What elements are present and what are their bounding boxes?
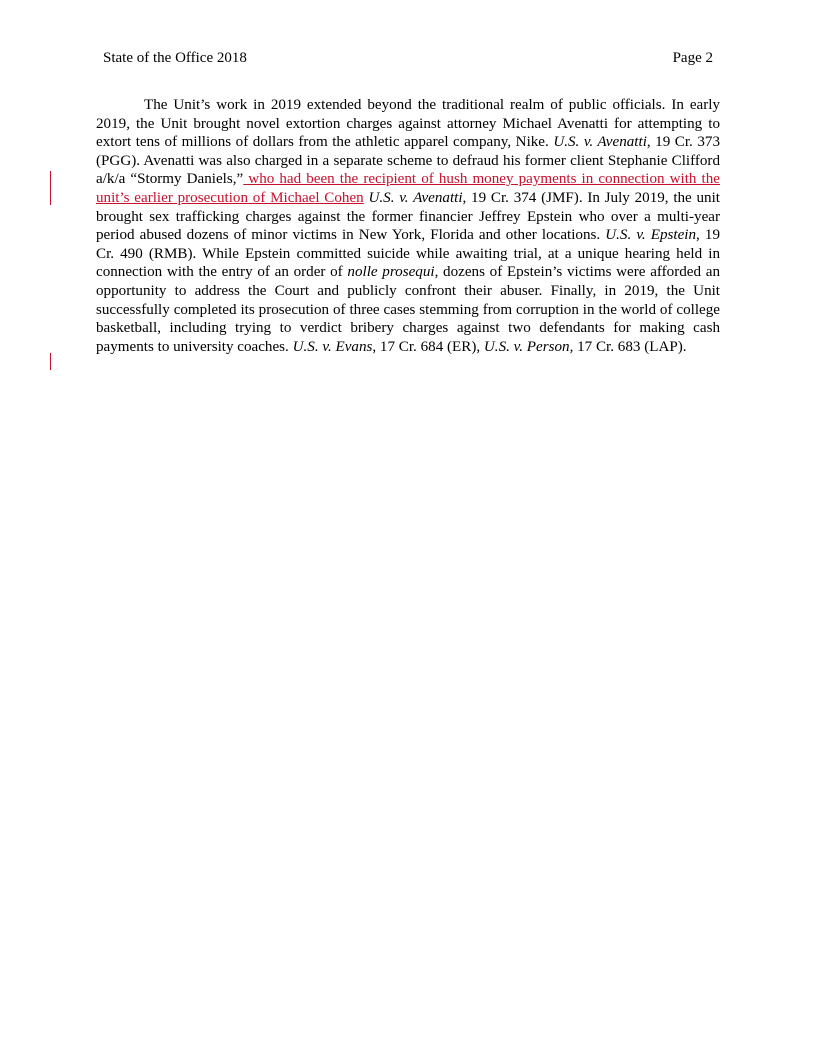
case-citation: U.S. v. Avenatti [368, 189, 463, 206]
text-segment: , 19 Cr. 373 (PGG). Avenatti was also charged in a separate scheme to defraud his former client Stephanie Clifford a/k/a “Stormy Daniels,” [96, 134, 720, 188]
text-segment: The Unit’s work in 2019 extended beyond the traditional realm of public officials. In early 2019, the Unit brought novel extortion charges against attorney Michael Avenatti for attempting to extort tens of millions of dollars from the athletic apparel company, Nike. [96, 97, 720, 151]
page-number: Page 2 [672, 50, 713, 66]
case-citation: U.S. v. Evans [292, 338, 373, 355]
body-paragraph [96, 96, 720, 356]
revision-change-bar [50, 353, 51, 370]
text-segment: , 19 Cr. 490 (RMB). While Epstein committed suicide while awaiting trial, at a unique hearing held in connection with the entry of an order of [96, 227, 720, 281]
page-header [103, 48, 713, 70]
case-citation: U.S. v. Person [483, 338, 570, 355]
document-title: State of the Office 2018 [103, 50, 247, 66]
case-citation: U.S. v. Epstein [605, 227, 697, 244]
text-segment: , 17 Cr. 683 (LAP). [569, 338, 687, 355]
revision-change-bar [50, 171, 51, 205]
text-segment: , dozens of Epstein’s victims were afforded an opportunity to address the Court and publicly confront their abuser. Finally, in 2019, the Unit successfully completed its prosecution of three cases stemming from corruption in the world of college basketball, including trying to verdict bribery charges against two defendants for making cash payments to university coaches. [96, 264, 720, 355]
legal-term: nolle prosequi [347, 264, 435, 281]
text-segment: , 19 Cr. 374 (JMF). In July 2019, the unit brought sex trafficking charges against the former financier Jeffrey Epstein who over a multi-year period abused dozens of minor victims in New York, Florida and other locations. [96, 189, 720, 244]
tracked-insertion: who had been the recipient of hush money payments in connection with the unit’s earlier prosecution of Michael Cohen [96, 171, 720, 206]
text-segment: , 17 Cr. 684 (ER), [372, 338, 484, 355]
case-citation: U.S. v. Avenatti [553, 134, 647, 151]
